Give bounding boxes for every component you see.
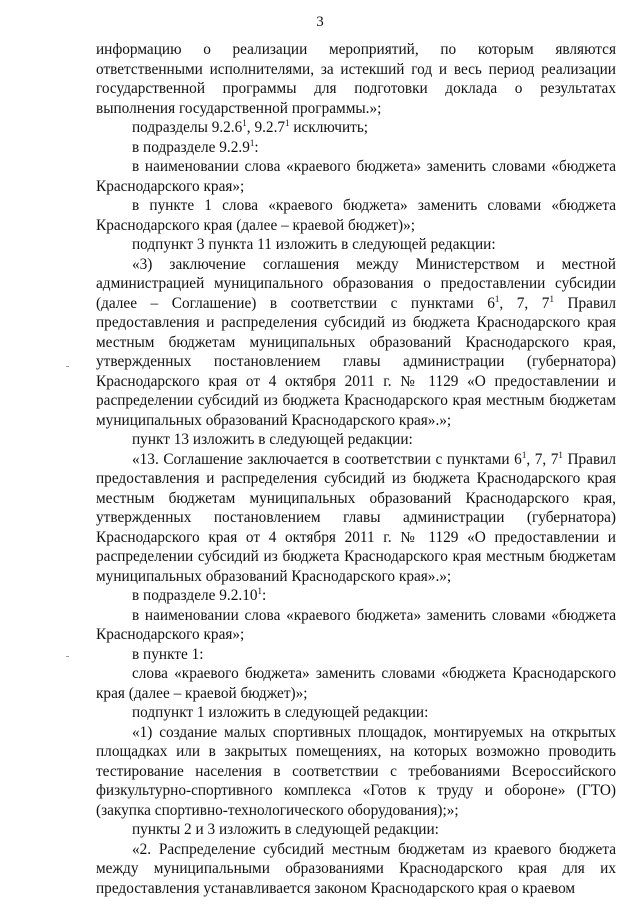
text-run: «3) заключение соглашения между Министерством и местной администрацией муниципального образования о предоставлении субсидии (далее – Соглашение) в соответствии с пунктами 6 — [96, 255, 616, 312]
text-run: , 9.2.7 — [246, 119, 286, 136]
superscript: 1 — [257, 586, 262, 596]
text-run: исключить; — [289, 119, 369, 136]
text-run: подпункт 1 изложить в следующей редакции: — [132, 704, 429, 721]
margin-mark — [66, 366, 69, 367]
paragraph — [96, 820, 616, 840]
text-run: «13. Соглашение заключается в соответствии с пунктами 6 — [132, 450, 522, 468]
text-run: подразделы 9.2.6 — [132, 119, 243, 136]
paragraph — [96, 235, 616, 255]
paragraph — [96, 450, 616, 587]
margin-mark — [66, 656, 69, 657]
text-run: «2. Распределение субсидий местным бюджетам из краевого бюджета между муниципальными образованиями Краснодарского края для их предоставления устанавливается законом Краснодарского края о краевом — [96, 840, 616, 897]
superscript: 1 — [558, 449, 563, 460]
paragraph — [96, 606, 616, 645]
paragraph — [96, 840, 616, 899]
text-run: информацию о реализации мероприятий, по которым являются ответственными исполнителями, за истекший год и весь период реализации государственной программы для подготовки доклада о результатах выполнения государственной программы.»; — [96, 41, 616, 117]
text-run: пункты 2 и 3 изложить в следующей редакции: — [132, 821, 439, 838]
text-run: , 7, 7 — [499, 294, 550, 312]
paragraph — [96, 664, 616, 703]
paragraph — [96, 703, 616, 723]
text-run: : — [254, 138, 259, 156]
paragraph — [96, 586, 616, 606]
paragraph — [96, 40, 616, 118]
text-run: в наименовании слова «краевого бюджета» заменить словами «бюджета Краснодарского края»; — [96, 606, 616, 643]
superscript: 1 — [285, 118, 290, 128]
text-run: Правил предоставления и распределения субсидий из бюджета Краснодарского края местным бюджетам муниципальных образований Краснодарского края, утвержденных постановлением главы администрации (губернатора) Краснодарского края от 4 октября 2011 г. № 1129 «О предоставлении и распределении субсидий из бюджета Краснодарского края местным бюджетам муниципальных образований Краснодарского края».»; — [96, 450, 616, 585]
document-body — [96, 40, 616, 898]
paragraph — [96, 138, 616, 158]
superscript: 1 — [549, 293, 554, 304]
paragraph — [96, 157, 616, 196]
text-run: подпункт 3 пункта 11 изложить в следующей редакции: — [132, 236, 496, 253]
superscript: 1 — [242, 118, 247, 128]
superscript: 1 — [249, 137, 255, 148]
superscript: 1 — [494, 293, 500, 304]
text-run: в подразделе 9.2.9 — [132, 138, 250, 156]
text-run: в подразделе 9.2.10 — [132, 587, 258, 604]
text-run: в пункте 1: — [132, 645, 204, 663]
paragraph — [96, 430, 616, 450]
superscript: 1 — [521, 449, 527, 460]
text-run: слова «краевого бюджета» заменить словами «бюджета Краснодарского края (далее – краевой бюджет)»; — [96, 665, 616, 702]
text-run: Правил предоставления и распределения субсидий из бюджета Краснодарского края местным бюджетам муниципальных образований Краснодарского края, утвержденных постановлением главы администрации (губернатора) Краснодарского края от 4 октября 2011 г. № 1129 «О предоставлении и распределении субсидий из бюджета Краснодарского края местным бюджетам муниципальных образований Краснодарского края».»; — [96, 294, 617, 429]
text-run: в пункте 1 слова «краевого бюджета» заменить словами «бюджета Краснодарского края (далее – краевой бюджет)»; — [96, 197, 616, 234]
page-number: 3 — [316, 14, 324, 30]
text-run: «1) создание малых спортивных площадок, монтируемых на открытых площадках или в закрытых помещениях, на которых возможно проводить тестирование населения в соответствии с требованиями Всероссийского физкультурно-спортивного комплекса «Готов к труду и обороне» (ГТО) (закупка спортивно-технологического оборудования);»; — [96, 723, 616, 819]
paragraph — [96, 645, 616, 665]
paragraph — [96, 118, 616, 138]
text-run: в наименовании слова «краевого бюджета» заменить словами «бюджета Краснодарского края»; — [96, 158, 616, 195]
paragraph — [96, 255, 616, 431]
text-run: пункт 13 изложить в следующей редакции: — [132, 431, 413, 448]
paragraph — [96, 723, 616, 821]
text-run: , 7, 7 — [526, 450, 559, 468]
paragraph — [96, 196, 616, 235]
text-run: : — [262, 587, 267, 604]
